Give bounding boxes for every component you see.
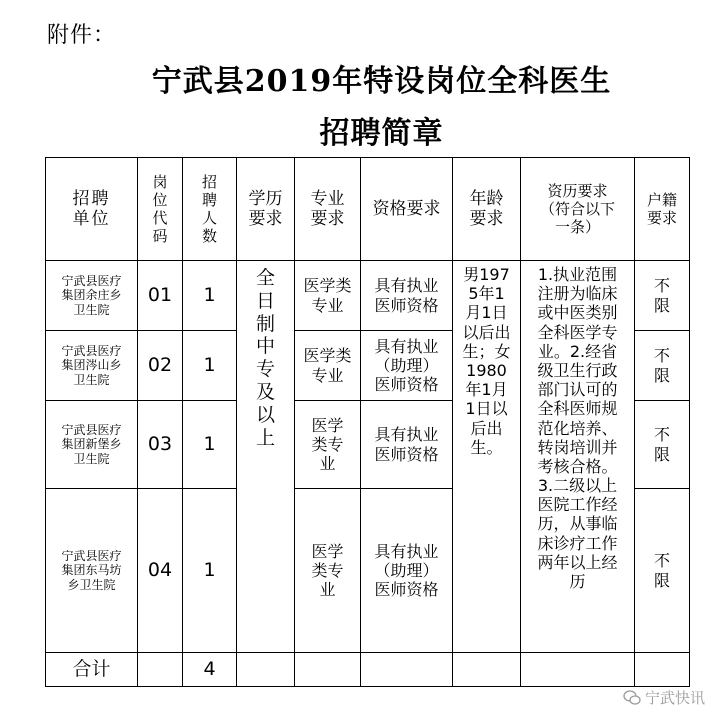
total-row <box>46 653 690 687</box>
header-education: 学历要求 <box>237 158 295 261</box>
header-qualification: 资格要求 <box>361 158 453 261</box>
row-code: 03 <box>138 401 183 489</box>
total-empty <box>453 653 521 687</box>
row-hukou: 不限 <box>635 489 690 653</box>
watermark-text: 宁武快讯 <box>644 689 705 707</box>
row-unit: 宁武县医疗集团东马坊乡卫生院 <box>46 489 138 653</box>
total-empty <box>237 653 295 687</box>
row-unit: 宁武县医疗集团涔山乡卫生院 <box>46 331 138 401</box>
row-code: 02 <box>138 331 183 401</box>
total-empty <box>635 653 690 687</box>
total-code-empty <box>138 653 183 687</box>
row-hukou: 不限 <box>635 261 690 331</box>
total-label: 合计 <box>46 653 138 687</box>
header-experience: 资历要求（符合以下一条） <box>521 158 635 261</box>
header-count: 招聘人数 <box>183 158 237 261</box>
total-count: 4 <box>183 653 237 687</box>
row-qualification: 具有执业（助理）医师资格 <box>361 489 453 653</box>
row-hukou: 不限 <box>635 331 690 401</box>
row-qualification: 具有执业医师资格 <box>361 401 453 489</box>
row-major: 医学类专业 <box>295 261 361 331</box>
recruitment-table <box>45 157 690 687</box>
header-unit: 招聘单位 <box>46 158 138 261</box>
row-qualification: 具有执业医师资格 <box>361 261 453 331</box>
row-count: 1 <box>183 331 237 401</box>
education-merged-cell: 全日制中专及以上 <box>237 261 295 653</box>
table-row <box>46 261 690 331</box>
total-empty <box>521 653 635 687</box>
row-code: 04 <box>138 489 183 653</box>
row-count: 1 <box>183 401 237 489</box>
attachment-label: 附件： <box>47 23 117 48</box>
total-empty <box>361 653 453 687</box>
experience-merged-cell: 1.执业范围注册为临床或中医类别全科医学专业。2.经省级卫生行政部门认可的全科医师规范化培养、转岗培训并考核合格。3.二级以上医院工作经历，从事临床诊疗工作两年以上经历 <box>521 261 635 653</box>
row-unit: 宁武县医疗集团余庄乡卫生院 <box>46 261 138 331</box>
row-code: 01 <box>138 261 183 331</box>
row-qualification: 具有执业（助理）医师资格 <box>361 331 453 401</box>
row-major: 医学类专业 <box>295 489 361 653</box>
page-subtitle: 招聘简章 <box>319 116 444 151</box>
row-unit: 宁武县医疗集团新堡乡卫生院 <box>46 401 138 489</box>
header-hukou: 户籍要求 <box>635 158 690 261</box>
age-merged-cell: 男1975年1月1日以后出生；女1980年1月1日以后出生。 <box>453 261 521 653</box>
row-count: 1 <box>183 261 237 331</box>
header-major: 专业要求 <box>295 158 361 261</box>
header-code: 岗位代码 <box>138 158 183 261</box>
total-empty <box>295 653 361 687</box>
watermark <box>623 687 705 708</box>
header-row <box>46 158 690 261</box>
header-age: 年龄要求 <box>453 158 521 261</box>
chat-bubble-icon <box>623 690 641 706</box>
row-major: 医学类专业 <box>295 401 361 489</box>
row-major: 医学类专业 <box>295 331 361 401</box>
row-count: 1 <box>183 489 237 653</box>
row-hukou: 不限 <box>635 401 690 489</box>
page-title: 宁武县2019年特设岗位全科医生 <box>151 64 612 99</box>
